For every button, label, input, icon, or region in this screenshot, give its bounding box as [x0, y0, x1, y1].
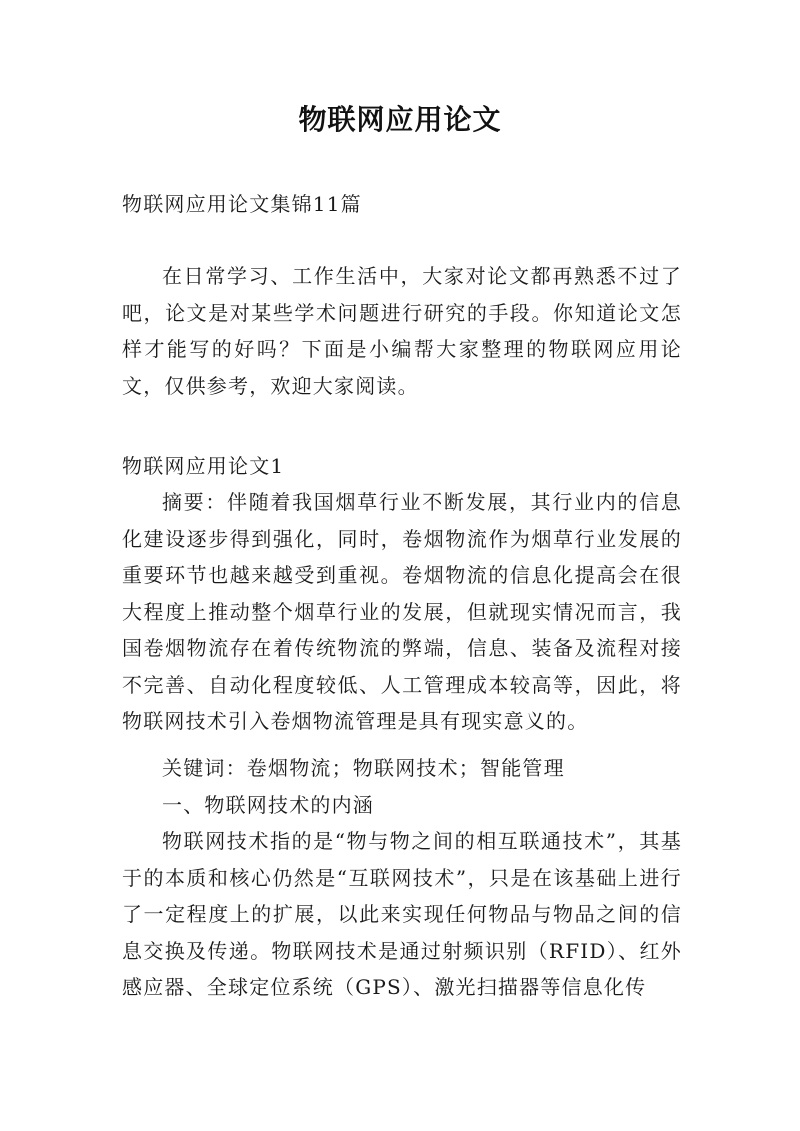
keywords-line: 关键词：卷烟物流；物联网技术；智能管理 [162, 756, 565, 780]
document-subtitle: 物联网应用论文集锦11篇 [122, 192, 362, 216]
section-heading: 物联网应用论文1 [122, 454, 285, 478]
subsection-heading: 一、物联网技术的内涵 [162, 793, 374, 817]
document-title: 物联网应用论文 [298, 103, 502, 136]
abstract-paragraph: 摘要：伴随着我国烟草行业不断发展，其行业内的信息化建设逐步得到强化，同时，卷烟物流作为烟草行业发展的重要环节也越来越受到重视。卷烟物流的信息化提高会在很大程度上推动整个烟草行业的发展，但就现实情况而言，我国卷烟物流存在着传统物流的弊端，信息、装备及流程对接不完善、自动化程度较低、人工管理成本较高等，因此，将物联网技术引入卷烟物流管理是具有现实意义的。 [122, 490, 682, 733]
body-paragraph: 物联网技术指的是“物与物之间的相互联通技术”，其基于的本质和核心仍然是“互联网技术”，只是在该基础上进行了一定程度上的扩展，以此来实现任何物品与物品之间的信息交换及传递。物联网技术是通过射频识别（RFID）、红外感应器、全球定位系统（GPS）、激光扫描器等信息化传 [122, 829, 682, 999]
intro-paragraph: 在日常学习、工作生活中，大家对论文都再熟悉不过了吧，论文是对某些学术问题进行研究的手段。你知道论文怎样才能写的好吗？下面是小编帮大家整理的物联网应用论文，仅供参考，欢迎大家阅读。 [122, 264, 682, 398]
